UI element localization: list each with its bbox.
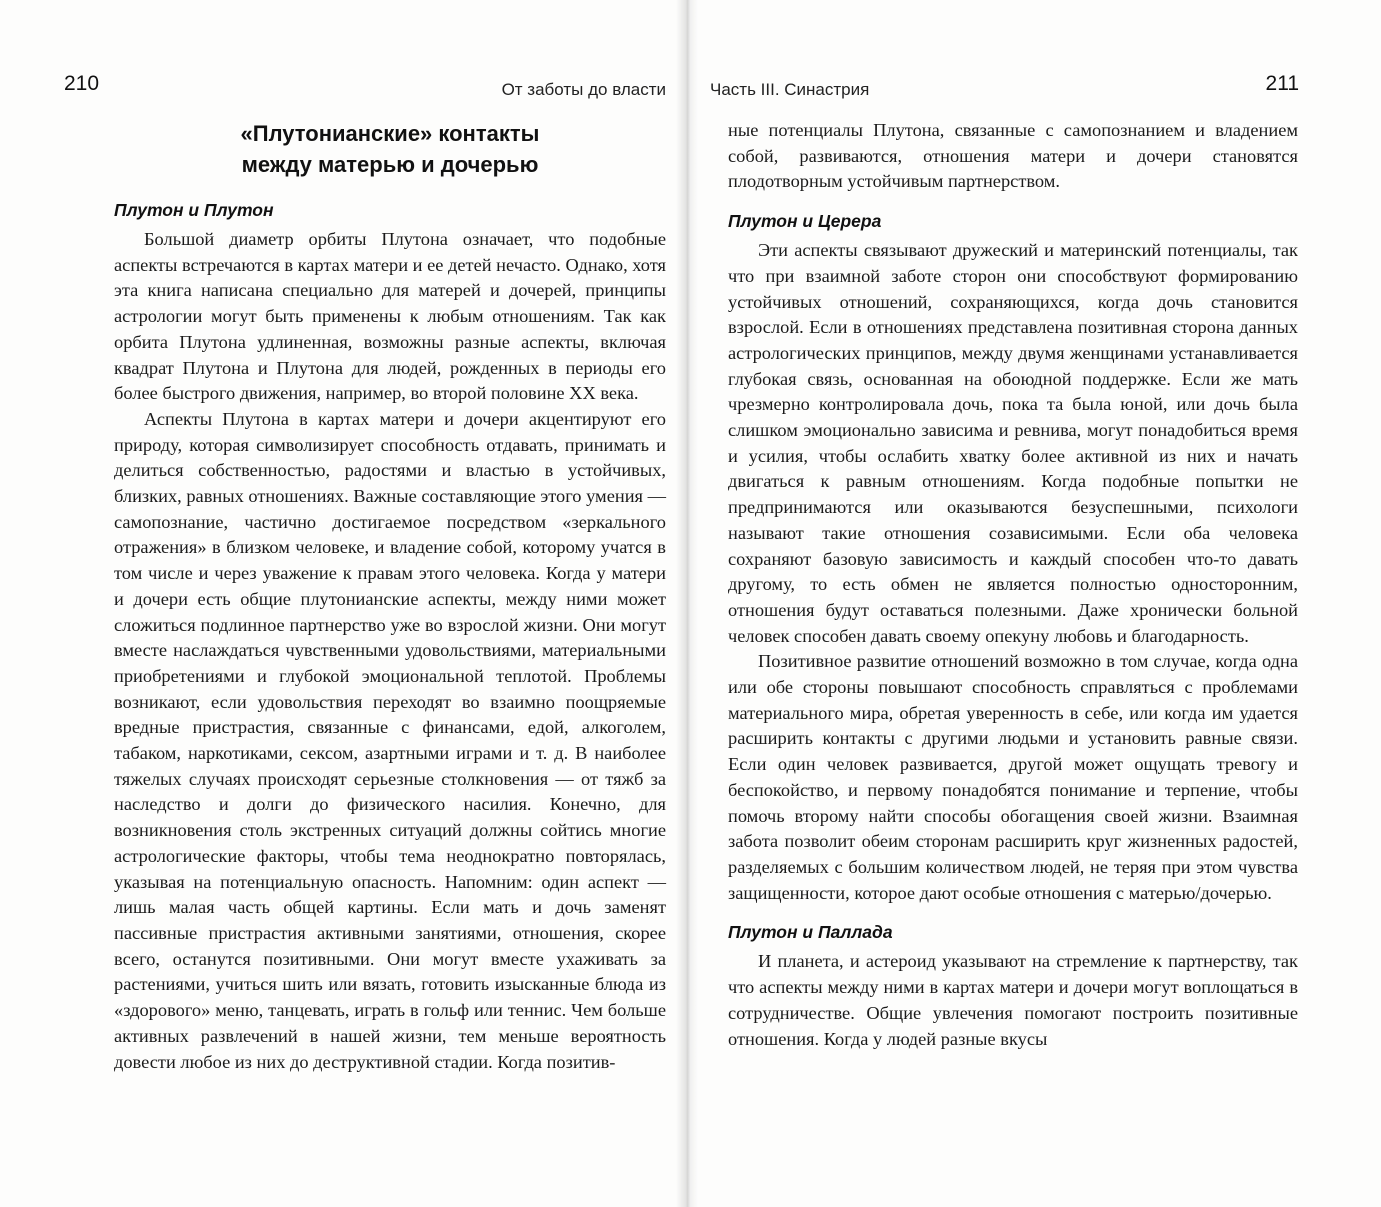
- paragraph: Большой диаметр орбиты Плутона означает, что подобные аспекты встречаются в картах матери и ее детей нечасто. Однако, хотя эта книга написана специально для матерей и дочерей, принципы астрологии могут быть применены к любым отношениям. Так как орбита Плутона удлиненная, возможны разные аспекты, включая квадрат Плутона и Плутона для людей, рожденных в периоды его более быстрого движения, например, во второй половине XX века.: [114, 229, 666, 404]
- paragraph: Аспекты Плутона в картах матери и дочери акцентируют его природу, которая символизирует способность отдавать, принимать и делиться собственностью, радостями и властью в устойчивых, близких, равных отношениях. Важные составляющие этого умения — самопознание, частично достигаемое посредством «зеркального отражения» в близком человеке, и владение собой, которому учатся в том числе и через уважение к правам этого человека. Когда у матери и дочери есть общие плутонианские аспекты, между ними может сложиться подлинное партнерство уже во взрослой жизни. Они могут вместе наслаждаться чувственными удовольствиями, материальными приобретениями и глубокой эмоциональной теплотой. Проблемы возникают, если удовольствия переходят во взаимно поощряемые вредные пристрастия, связанные с финансами, едой, алкоголем, табаком, наркотиками, сексом, азартными играми и т. д. В наиболее тяжелых случаях происходят серьезные столкновения — от тяжб за наследство и долги до физического насилия. Конечно, для возникновения столь экстренных ситуаций должны сойтись многие астрологические факторы, чтобы тема неоднократно повторялась, указывая на потенциальную опасность. Напомним: один аспект — лишь малая часть общей картины. Если мать и дочь заменят пассивные пристрастия активными занятиями, отношения, скорее всего, останутся позитивными. Они могут вместе ухаживать за растениями, учиться шить или вязать, готовить изысканные блюда из «здорового» меню, танцевать, играть в гольф или теннис. Чем больше активных развлечений в нашей жизни, тем меньше вероятность довести любое из них до деструктивной стадии. Когда позитив-: [114, 408, 666, 1072]
- page-number-left: 210: [64, 72, 100, 95]
- right-page: [690, 0, 1381, 1207]
- continuation-paragraph: ные потенциалы Плутона, связанные с самопознанием и владением собой, развиваются, отношения матери и дочери становятся плодотворным устойчивым партнерством.: [728, 120, 1298, 192]
- chapter-title: [114, 118, 666, 180]
- subheading-pluto-pallas: Плутон и Паллада: [728, 922, 893, 943]
- page-number-right: 211: [1265, 72, 1299, 95]
- chapter-title-line-1: «Плутонианские» контакты: [240, 121, 540, 146]
- running-head-left: От заботы до власти: [501, 80, 666, 99]
- subheading-pluto-ceres: Плутон и Церера: [728, 211, 882, 232]
- paragraph: Эти аспекты связывают дружеский и материнский потенциалы, так что при взаимной заботе сторон они способствуют формированию устойчивых отношений, сохраняющихся, когда дочь становится взрослой. Если в отношениях представлена позитивная сторона данных астрологических принципов, между двумя женщинами устанавливается глубокая связь, основанная на обоюдной поддержке. Если же мать чрезмерно контролировала дочь, пока та была юной, или дочь была слишком эмоционально зависима и ревнива, могут понадобиться время и усилия, чтобы ослабить хватку более активной из них и начать двигаться к равным отношениям. Когда подобные попытки не предпринимаются или оказываются безуспешными, психологи называют такие отношения созависимыми. Если оба человека сохраняют базовую зависимость и каждый способен что-то давать другому, то есть обмен не является полностью односторонним, отношения будут оставаться полезными. Даже хронически больной человек способен давать своему опекуну любовь и благодарность.: [728, 240, 1298, 646]
- paragraph: Позитивное развитие отношений возможно в том случае, когда одна или обе стороны повышают способность справляться с проблемами материального мира, обретая уверенность в себе, или когда им удается расширить контакты с другими людьми и установить равные связи. Если один человек развивается, другой может ощущать тревогу и беспокойство, и первому понадобятся понимание и терпение, чтобы помочь второму найти способы обогащения своей жизни. Взаимная забота позволит обеим сторонам расширить круг жизненных радостей, разделяемых с большим количеством людей, не теряя при этом чувства защищенности, которое дают особые отношения с матерью/дочерью.: [728, 651, 1298, 903]
- subheading-pluto-pluto: Плутон и Плутон: [114, 200, 274, 220]
- chapter-title-line-2: между матерью и дочерью: [241, 152, 539, 177]
- left-page: [0, 0, 676, 1207]
- right-page-content: [728, 118, 1298, 1052]
- paragraph: И планета, и астероид указывают на стремление к партнерству, так что аспекты между ними в картах матери и дочери могут воплощаться в сотрудничестве. Общие увлечения помогают построить позитивные отношения. Когда у людей разные вкусы: [728, 951, 1298, 1049]
- running-head-right: Часть III. Синастрия: [710, 80, 870, 99]
- left-page-content: [114, 118, 666, 1075]
